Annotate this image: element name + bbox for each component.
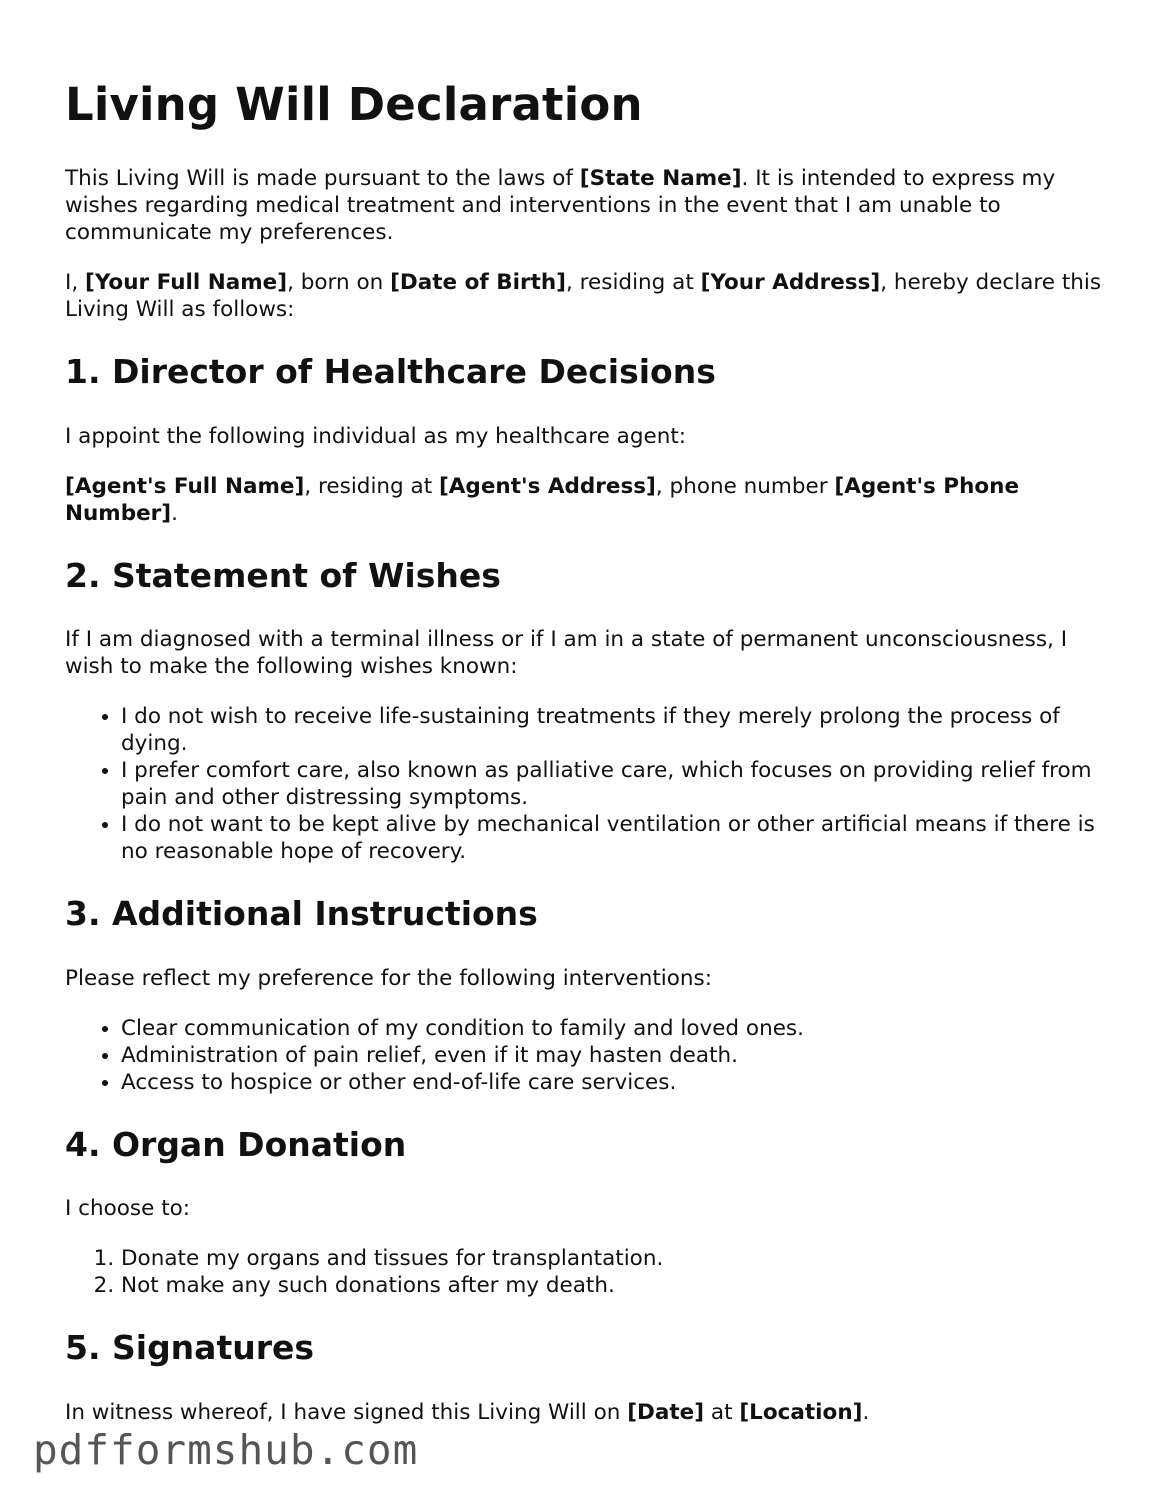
list-item: • I prefer comfort care, also known as palliative care, which focuses on providing relief from pain and other distressing symptoms.	[121, 757, 1105, 811]
wishes-intro: If I am diagnosed with a terminal illness or if I am in a state of permanent unconsciousness, I wish to make the following wishes known:	[65, 627, 1068, 680]
address-placeholder: [Your Address]	[700, 270, 881, 295]
agent-name-placeholder: [Agent's Full Name]	[65, 473, 305, 499]
section-heading-healthcare-director: 1. Director of Healthcare Decisions	[65, 352, 716, 391]
list-item: 1. Donate my organs and tissues for transplantation.	[121, 1245, 1105, 1272]
section-heading-organ-donation: 4. Organ Donation	[65, 1124, 407, 1164]
signature-text: In witness whereof, I have signed this Living Will on	[65, 1399, 628, 1425]
intro-paragraph	[65, 165, 1105, 246]
date-placeholder: [Date]	[627, 1399, 705, 1425]
watermark: pdfformshub.com	[33, 1426, 419, 1474]
agent-address-placeholder: [Agent's Address]	[438, 473, 656, 499]
dob-placeholder: [Date of Birth]	[390, 270, 566, 295]
section-heading-additional-instructions: 3. Additional Instructions	[65, 894, 538, 934]
intro-text: This Living Will is made pursuant to the laws of	[65, 166, 580, 191]
list-item: • Clear communication of my condition to family and loved ones.	[121, 1015, 1105, 1042]
list-item: 2. Not make any such donations after my death.	[121, 1272, 1105, 1299]
document-page	[65, 78, 1105, 1449]
full-name-placeholder: [Your Full Name]	[85, 270, 288, 295]
list-item: • Access to hospice or other end-of-life care services.	[121, 1069, 1105, 1096]
signature-paragraph	[65, 1399, 1105, 1426]
intro-text: . It is intended to express my wishes regarding medical treatment and interventions in the event that I am unable to communicate my preferences.	[65, 166, 1056, 245]
organ-options-list	[65, 1245, 1105, 1299]
list-item: • I do not wish to receive life-sustaining treatments if they merely prolong the process of dying.	[121, 703, 1105, 757]
agent-phone-placeholder: [Agent's Phone Number]	[65, 473, 1020, 526]
list-item: • I do not want to be kept alive by mechanical ventilation or other artificial means if there is no reasonable hope of recovery.	[121, 811, 1105, 865]
declarant-paragraph	[65, 269, 1105, 323]
agent-text: , residing at	[304, 473, 439, 499]
page-title: Living Will Declaration	[65, 78, 643, 131]
signature-text: at	[704, 1399, 740, 1425]
declarant-text: , hereby declare this Living Will as follows:	[65, 270, 1102, 322]
section-heading-signatures: 5. Signatures	[65, 1328, 315, 1368]
section-heading-statement-of-wishes: 2. Statement of Wishes	[65, 555, 501, 595]
agent-intro: I appoint the following individual as my healthcare agent:	[65, 423, 686, 449]
declarant-text: , residing at	[565, 270, 701, 295]
instructions-list	[65, 1015, 1105, 1096]
state-name-placeholder: [State Name]	[579, 166, 742, 191]
declarant-text: I,	[65, 270, 86, 295]
agent-text: .	[171, 500, 178, 526]
signature-text: .	[862, 1399, 870, 1425]
location-placeholder: [Location]	[739, 1399, 863, 1425]
organ-intro: I choose to:	[65, 1196, 191, 1222]
list-item: • Administration of pain relief, even if it may hasten death.	[121, 1042, 1105, 1069]
wishes-list	[65, 703, 1105, 865]
instructions-intro: Please reflect my preference for the following interventions:	[65, 965, 713, 991]
agent-paragraph	[65, 473, 1105, 527]
agent-text: , phone number	[655, 473, 835, 499]
declarant-text: , born on	[287, 270, 391, 295]
